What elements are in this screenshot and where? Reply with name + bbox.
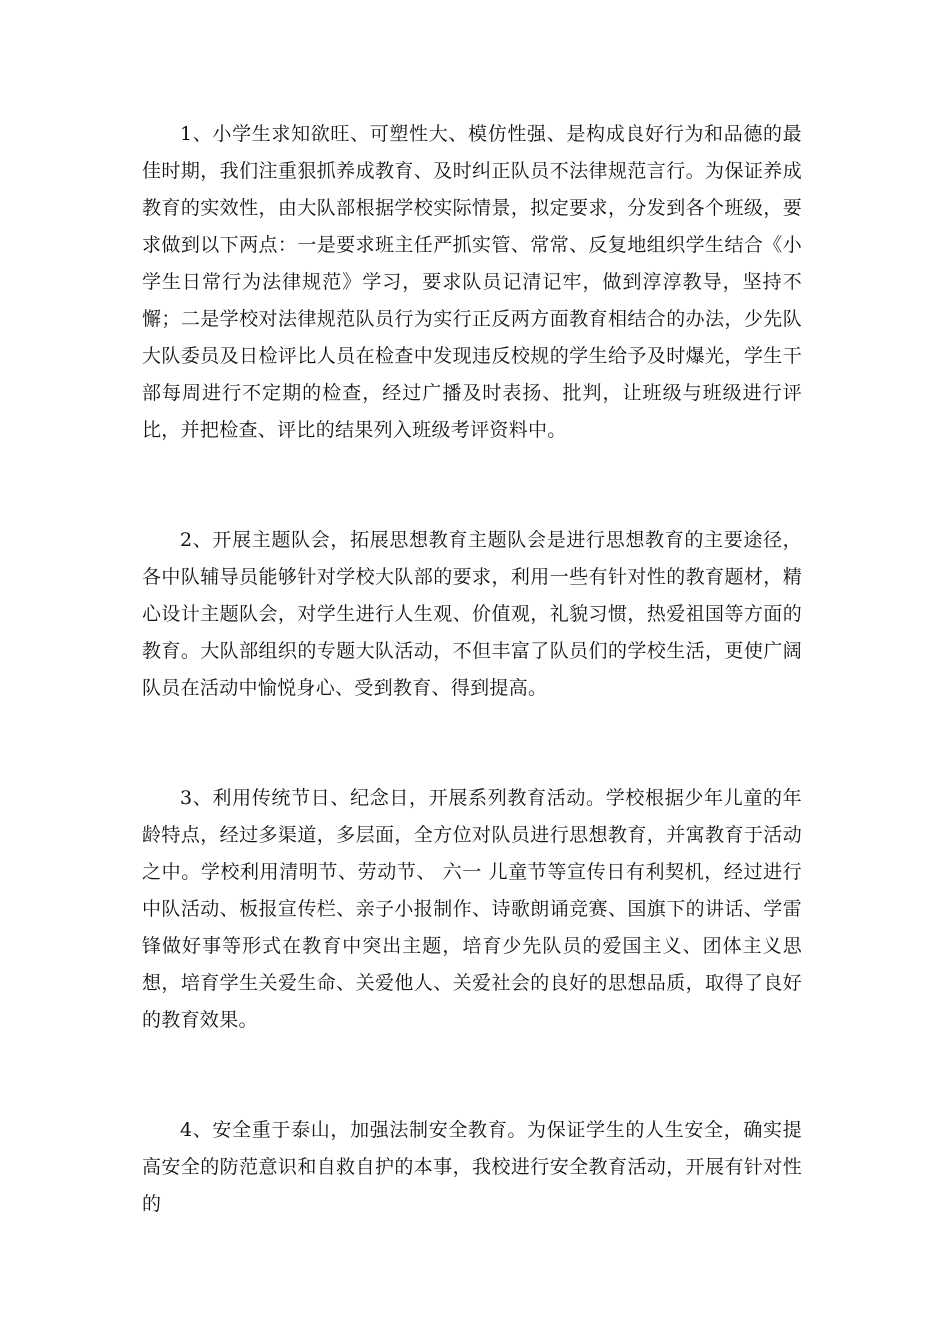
document-body	[142, 116, 802, 1223]
paragraph-1: 1、小学生求知欲旺、可塑性大、模仿性强、是构成良好行为和品德的最佳时期，我们注重狠抓养成教育、及时纠正队员不法律规范言行。为保证养成教育的实效性，由大队部根据学校实际情景，拟定要求，分发到各个班级，要求做到以下两点：一是要求班主任严抓实管、常常、反复地组织学生结合《小学生日常行为法律规范》学习，要求队员记清记牢，做到淳淳教导，坚持不懈；二是学校对法律规范队员行为实行正反两方面教育相结合的办法，少先队大队委员及日检评比人员在检查中发现违反校规的学生给予及时爆光，学生干部每周进行不定期的检查，经过广播及时表扬、批判，让班级与班级进行评比，并把检查、评比的结果列入班级考评资料中。	[142, 123, 802, 441]
paragraph-2: 2、开展主题队会，拓展思想教育主题队会是进行思想教育的主要途径，各中队辅导员能够针对学校大队部的要求，利用一些有针对性的教育题材，精心设计主题队会，对学生进行人生观、价值观，礼貌习惯，热爱祖国等方面的教育。大队部组织的专题大队活动，不但丰富了队员们的学校生活，更使广阔队员在活动中愉悦身心、受到教育、得到提高。	[142, 529, 802, 699]
paragraph-4: 4、安全重于泰山，加强法制安全教育。为保证学生的人生安全，确实提高安全的防范意识和自救自护的本事，我校进行安全教育活动，开展有针对性的	[142, 1119, 802, 1215]
paragraph-3: 3、利用传统节日、纪念日，开展系列教育活动。学校根据少年儿童的年龄特点，经过多渠道，多层面，全方位对队员进行思想教育，并寓教育于活动之中。学校利用清明节、劳动节、 六一 儿童节等宣传日有利契机，经过进行中队活动、板报宣传栏、亲子小报制作、诗歌朗诵竞赛、国旗下的讲话、学雷锋做好事等形式在教育中突出主题，培育少先队员的爱国主义、团体主义思想，培育学生关爱生命、关爱他人、关爱社会的良好的思想品质，取得了良好的教育效果。	[142, 787, 802, 1031]
